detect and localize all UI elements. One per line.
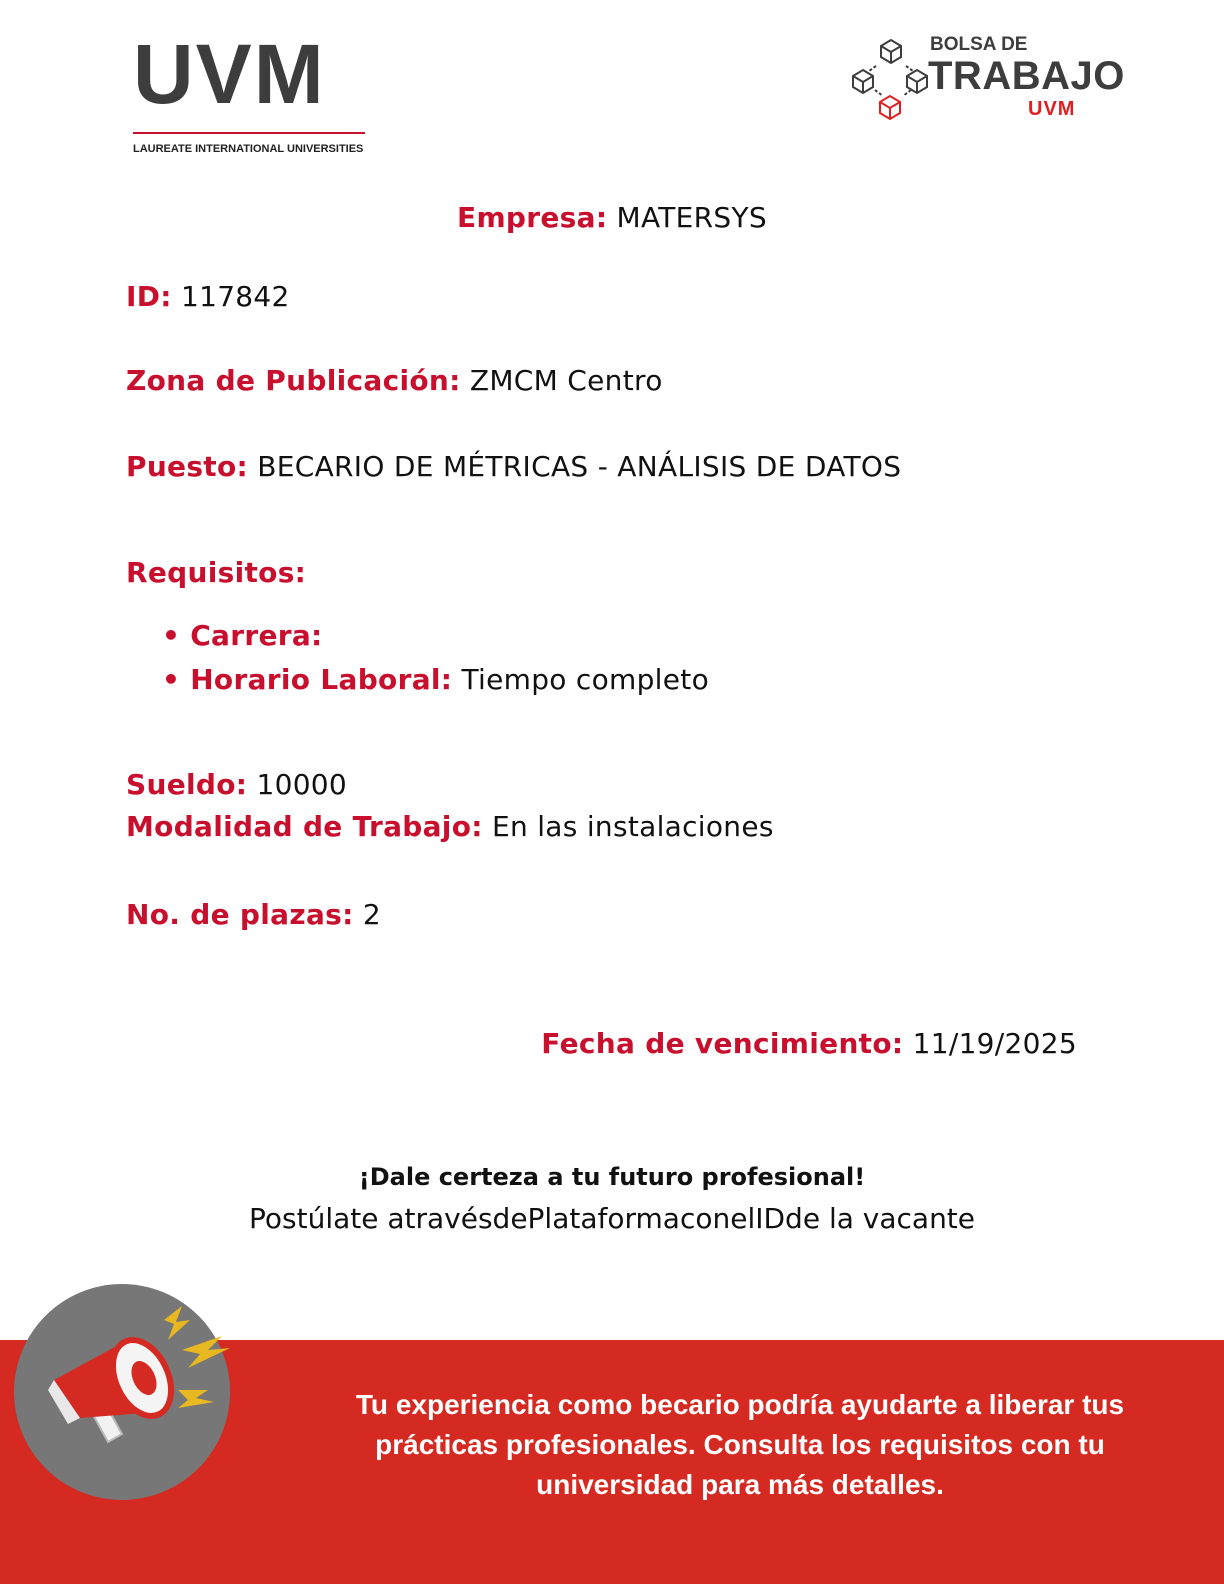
fecha-value: 11/19/2025 [912, 1027, 1077, 1060]
plazas-label: No. de plazas: [126, 898, 354, 931]
uvm-wordmark: UVM [133, 27, 326, 121]
sueldo-label: Sueldo: [126, 768, 248, 801]
zona-value: ZMCM Centro [469, 364, 663, 397]
megaphone-icon [14, 1284, 244, 1500]
zona-label: Zona de Publicación: [126, 364, 461, 397]
fecha-row [541, 1027, 1077, 1060]
modalidad-value: En las instalaciones [491, 810, 774, 843]
requisitos-heading [126, 556, 306, 589]
list-item [162, 658, 709, 702]
puesto-row [126, 450, 901, 483]
cubes-icon [850, 36, 936, 124]
carrera-label: Carrera: [190, 619, 323, 652]
sueldo-row [126, 768, 347, 801]
bullet: • [162, 663, 181, 696]
sueldo-value: 10000 [256, 768, 348, 801]
horario-label: Horario Laboral: [190, 663, 453, 696]
empresa-label: Empresa: [457, 201, 608, 234]
horario-value: Tiempo completo [461, 663, 710, 696]
logo-divider [133, 132, 365, 134]
uvm-tagline: LAUREATE INTERNATIONAL UNIVERSITIES [133, 143, 364, 155]
modalidad-label: Modalidad de Trabajo: [126, 810, 483, 843]
list-item [162, 614, 709, 658]
modalidad-row [126, 810, 774, 843]
puesto-value: BECARIO DE MÉTRICAS - ANÁLISIS DE DATOS [257, 450, 902, 483]
id-row [126, 280, 290, 313]
cta-body: Postúlate atravésdePlataformaconelIDde la vacante [248, 1202, 976, 1235]
banner-text: Tu experiencia como becario podría ayudarte a liberar tus prácticas profesionales. Consulta los requisitos con tu universidad para más detalles. [355, 1389, 1125, 1500]
bolsa-line2: TRABAJO [928, 54, 1125, 98]
plazas-value: 2 [362, 898, 381, 931]
zona-row [126, 364, 663, 397]
bolsa-line1: BOLSA DE [930, 34, 1028, 55]
bullet: • [162, 619, 181, 652]
requisitos-list [162, 614, 709, 702]
cta-title: ¡Dale certeza a tu futuro profesional! [358, 1163, 866, 1191]
empresa-value: MATERSYS [616, 201, 767, 234]
uvm-logo [133, 27, 373, 155]
empresa-row [0, 201, 1224, 234]
id-label: ID: [126, 280, 172, 313]
puesto-label: Puesto: [126, 450, 249, 483]
bolsa-line3: UVM [1028, 98, 1076, 120]
id-value: 117842 [180, 280, 290, 313]
fecha-label: Fecha de vencimiento: [541, 1027, 904, 1060]
plazas-row [126, 898, 381, 931]
requisitos-label: Requisitos: [126, 556, 307, 589]
bolsa-de-trabajo-logo [850, 28, 1125, 128]
